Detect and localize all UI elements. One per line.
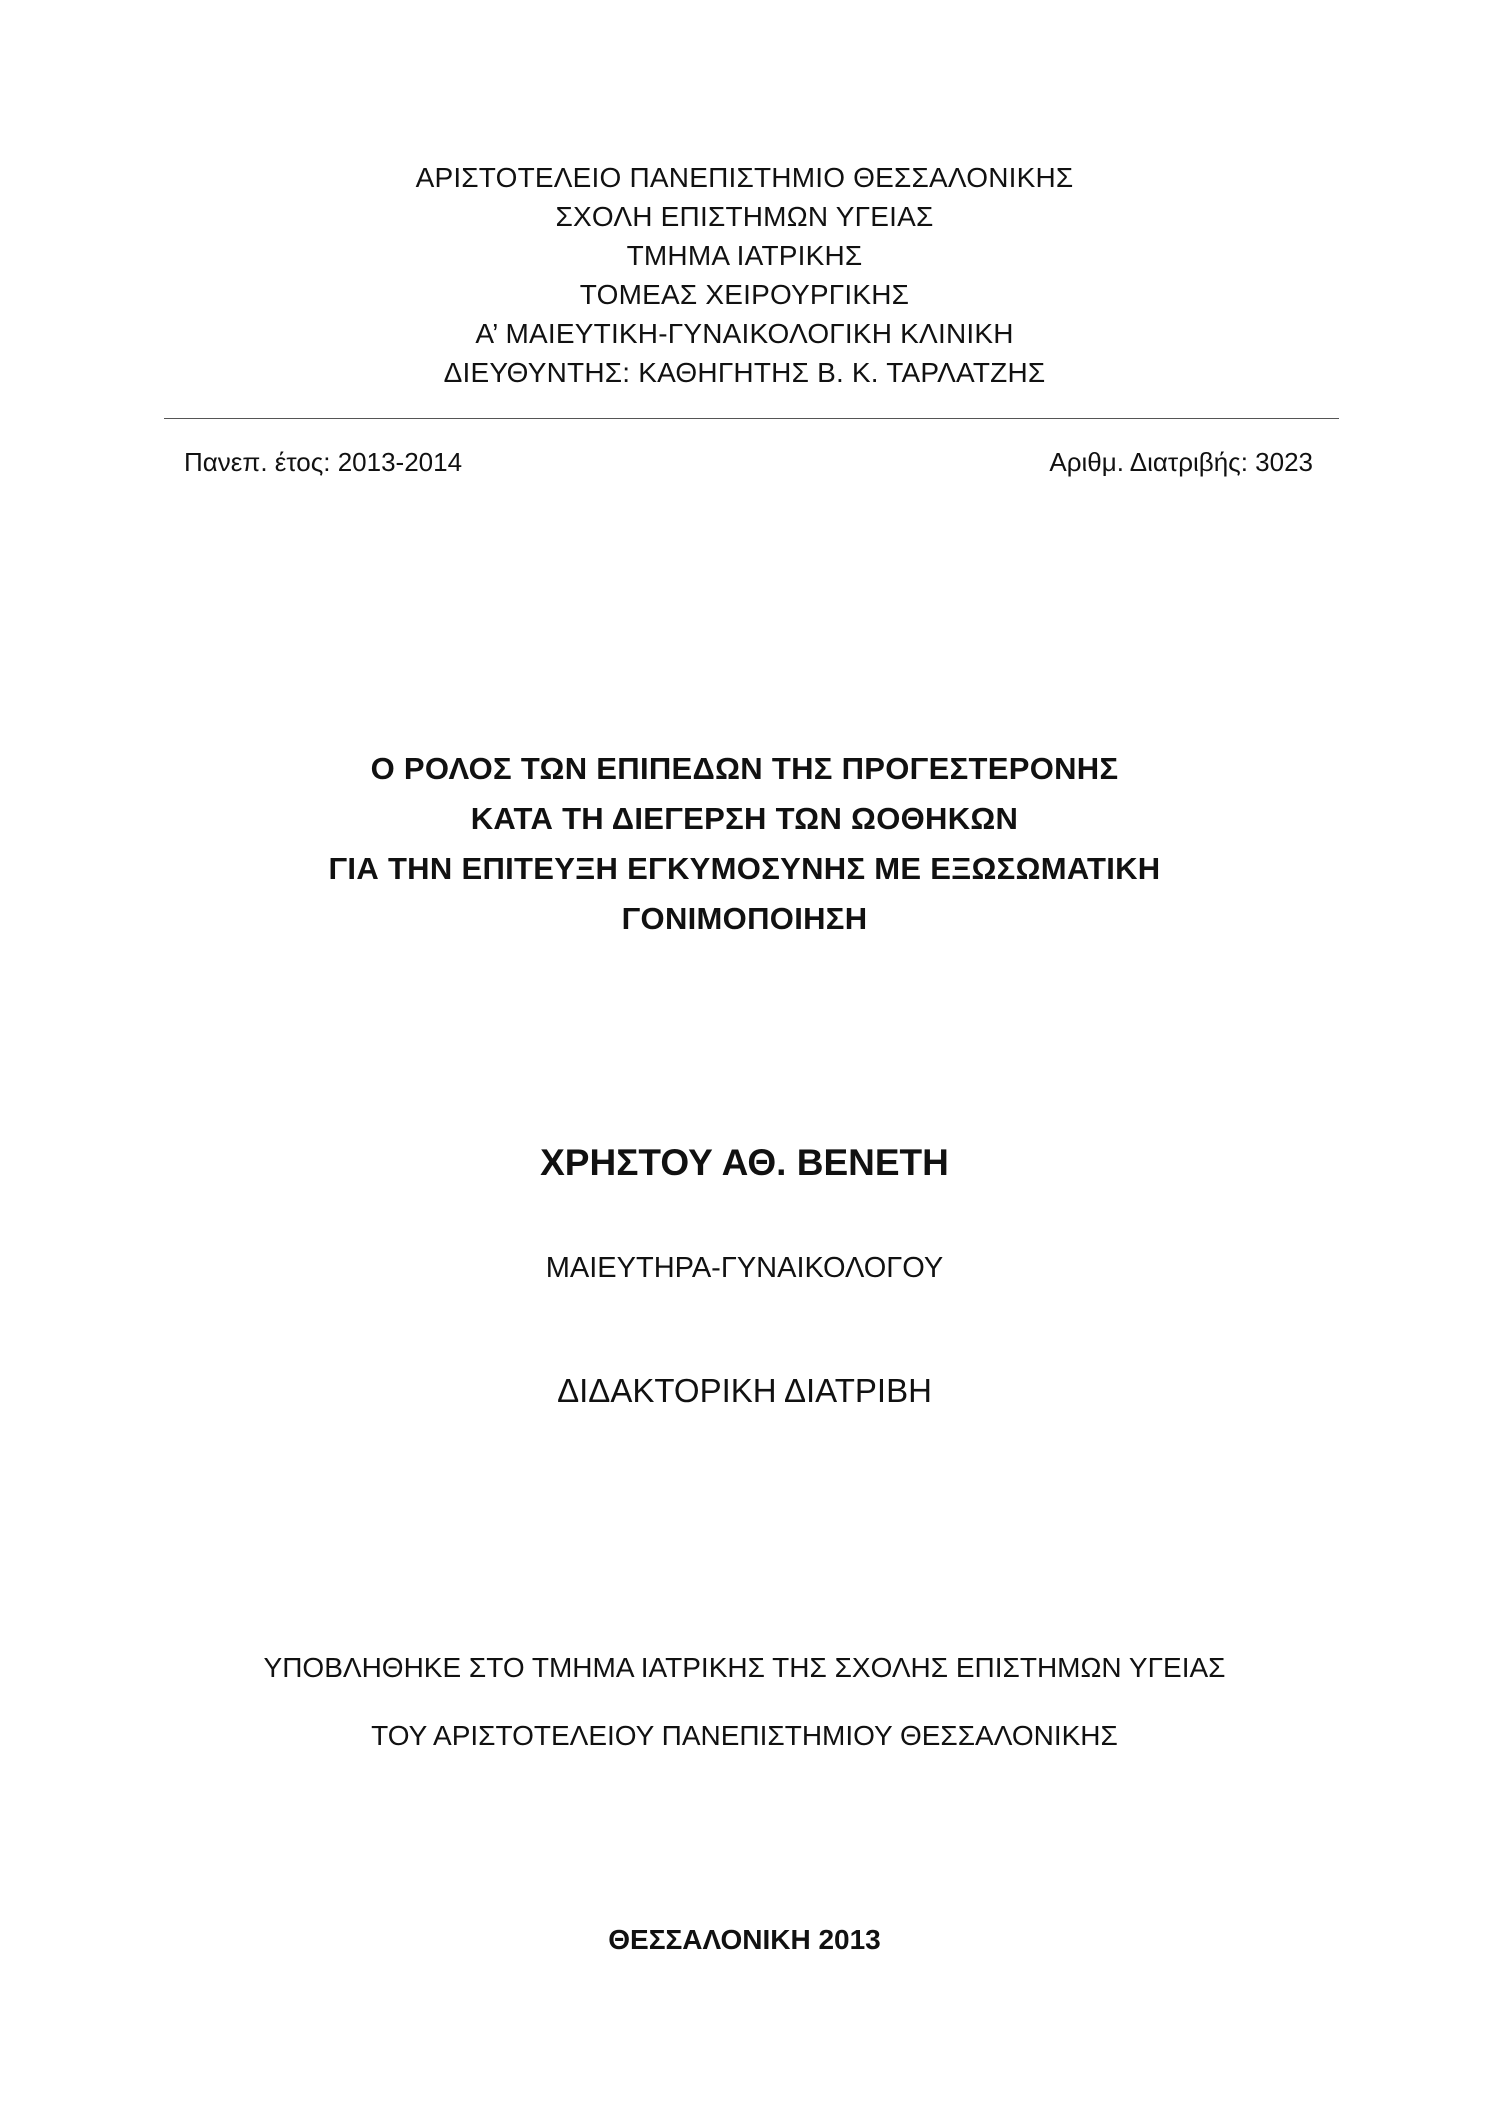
title-line-1: Ο ΡΟΛΟΣ ΤΩΝ ΕΠΙΠΕΔΩΝ ΤΗΣ ΠΡΟΓΕΣΤΕΡΟΝΗΣ	[370, 751, 1119, 786]
institution-header	[0, 158, 1489, 392]
director-name: ΔΙΕΥΘΥΝΤΗΣ: ΚΑΘΗΓΗΤΗΣ Β. Κ. ΤΑΡΛΑΤΖΗΣ	[443, 357, 1046, 388]
submission-line-2: ΤΟΥ ΑΡΙΣΤΟΤΕΛΕΙΟΥ ΠΑΝΕΠΙΣΤΗΜΙΟΥ ΘΕΣΣΑΛΟΝΙΚΗΣ	[371, 1720, 1118, 1751]
university-name: ΑΡΙΣΤΟΤΕΛΕΙΟ ΠΑΝΕΠΙΣΤΗΜΙΟ ΘΕΣΣΑΛΟΝΙΚΗΣ	[415, 162, 1074, 193]
place-year: ΘΕΣΣΑΛΟΝΙΚΗ 2013	[608, 1924, 881, 1955]
school-name: ΣΧΟΛΗ ΕΠΙΣΤΗΜΩΝ ΥΓΕΙΑΣ	[555, 201, 934, 232]
title-line-3: ΓΙΑ ΤΗΝ ΕΠΙΤΕΥΞΗ ΕΓΚΥΜΟΣΥΝΗΣ ΜΕ ΕΞΩΣΩΜΑΤΙΚΗ	[328, 851, 1161, 886]
author-name: ΧΡΗΣΤΟΥ ΑΘ. ΒΕΝΕΤΗ	[540, 1142, 949, 1183]
header-divider	[164, 418, 1339, 419]
department-name: ΤΜΗΜΑ ΙΑΤΡΙΚΗΣ	[626, 240, 863, 271]
thesis-title	[0, 744, 1489, 944]
thesis-type: ΔΙΔΑΚΤΟΡΙΚΗ ΔΙΑΤΡΙΒΗ	[557, 1372, 932, 1409]
title-line-4: ΓΟΝΙΜΟΠΟΙΗΣΗ	[621, 901, 868, 936]
thesis-number: Αριθμ. Διατριβής: 3023	[1049, 447, 1313, 477]
author-role: ΜΑΙΕΥΤΗΡΑ-ΓΥΝΑΙΚΟΛΟΓΟΥ	[545, 1252, 944, 1284]
title-line-2: ΚΑΤΑ ΤΗ ΔΙΕΓΕΡΣΗ ΤΩΝ ΩΟΘΗΚΩΝ	[470, 801, 1019, 836]
clinic-name: Α’ ΜΑΙΕΥΤΙΚΗ-ΓΥΝΑΙΚΟΛΟΓΙΚΗ ΚΛΙΝΙΚΗ	[475, 318, 1014, 349]
submission-statement	[0, 1634, 1489, 1770]
submission-line-1: ΥΠΟΒΛΗΘΗΚΕ ΣΤΟ ΤΜΗΜΑ ΙΑΤΡΙΚΗΣ ΤΗΣ ΣΧΟΛΗΣ ΕΠΙΣΤΗΜΩΝ ΥΓΕΙΑΣ	[263, 1652, 1226, 1683]
sector-name: ΤΟΜΕΑΣ ΧΕΙΡΟΥΡΓΙΚΗΣ	[579, 279, 910, 310]
academic-year: Πανεπ. έτος: 2013-2014	[184, 447, 463, 477]
